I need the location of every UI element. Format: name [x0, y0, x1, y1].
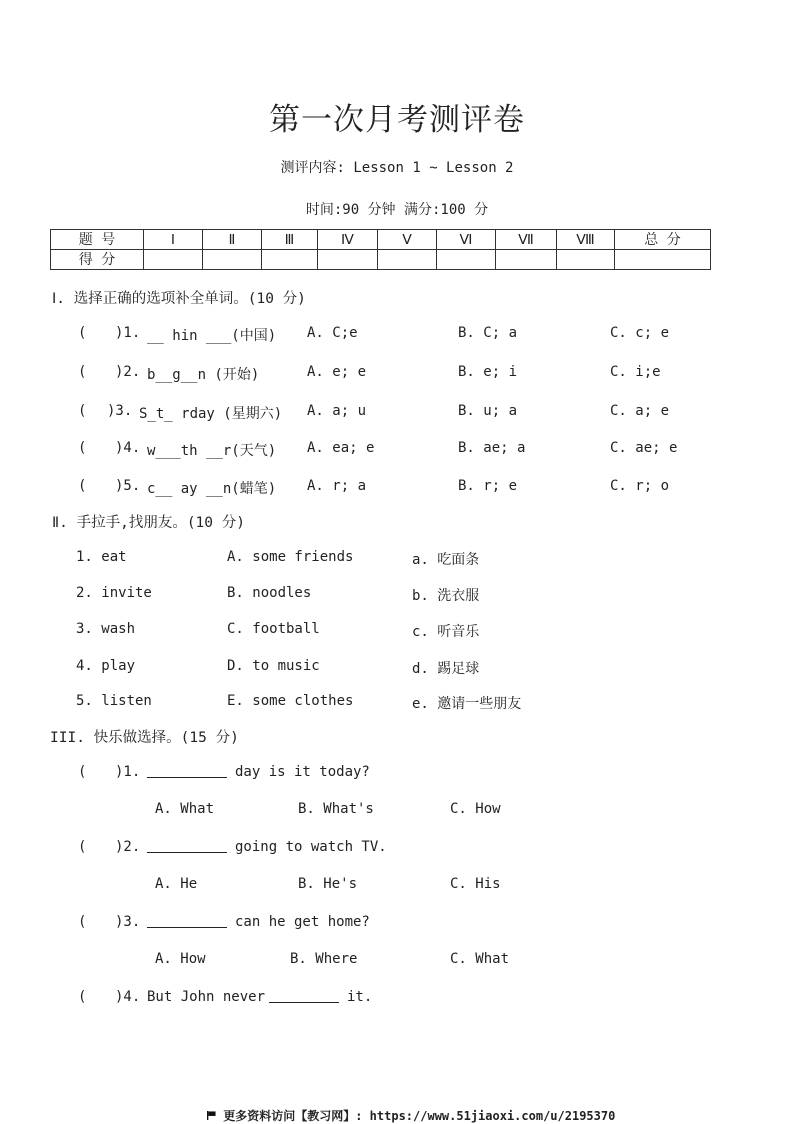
question-text-before: But John never [147, 989, 266, 1005]
test-scope: 测评内容: Lesson 1 ~ Lesson 2 [280, 160, 514, 176]
word-puzzle: c__ ay __n(蜡笔) [147, 481, 277, 497]
option-b[interactable]: B. u; a [458, 403, 518, 419]
score-cell[interactable] [437, 250, 496, 270]
score-cell[interactable] [144, 250, 203, 270]
answer-blank[interactable] [147, 840, 227, 853]
question-number: )3. [107, 403, 133, 419]
option-c[interactable]: C. What [450, 951, 510, 967]
option-c[interactable]: C. a; e [610, 403, 670, 419]
answer-blank[interactable] [147, 915, 227, 928]
word-puzzle: w___th __r(天气) [147, 443, 277, 459]
match-word[interactable]: 3. wash [76, 621, 136, 637]
score-cell[interactable] [496, 250, 557, 270]
score-row-label: 得 分 [51, 250, 144, 270]
score-header-cell: Ⅳ [318, 230, 378, 250]
match-phrase[interactable]: B. noodles [227, 585, 312, 601]
option-a[interactable]: A. He [155, 876, 198, 892]
match-word[interactable]: 1. eat [76, 549, 127, 565]
score-cell[interactable] [262, 250, 318, 270]
answer-blank[interactable] [147, 765, 227, 778]
word-puzzle: S_t_ rday (星期六) [139, 406, 283, 422]
answer-paren[interactable]: ( [78, 989, 87, 1005]
option-c[interactable]: C. How [450, 801, 501, 817]
score-header-cell: 题 号 [51, 230, 144, 250]
time-info: 时间:90 分钟 满分:100 分 [305, 202, 489, 218]
footer-link[interactable] [207, 1107, 615, 1124]
match-phrase[interactable]: C. football [227, 621, 320, 637]
score-table-score-row [51, 250, 711, 270]
match-chinese[interactable]: d. 踢足球 [412, 661, 480, 677]
score-cell[interactable] [557, 250, 615, 270]
question-number: )3. [115, 914, 141, 930]
question-number: )4. [115, 440, 141, 456]
score-cell[interactable] [615, 250, 711, 270]
score-header-cell: Ⅲ [262, 230, 318, 250]
option-a[interactable]: A. e; e [307, 364, 367, 380]
option-b[interactable]: B. What's [298, 801, 374, 817]
option-a[interactable]: A. What [155, 801, 215, 817]
match-phrase[interactable]: D. to music [227, 658, 320, 674]
page-title: 第一次月考测评卷 [269, 102, 525, 138]
match-chinese[interactable]: e. 邀请一些朋友 [412, 696, 522, 712]
score-header-cell: Ⅵ [437, 230, 496, 250]
question-text: day is it today? [235, 764, 370, 780]
word-puzzle: __ hin ___(中国) [147, 328, 277, 344]
answer-paren[interactable]: ( [78, 839, 87, 855]
option-c[interactable]: C. r; o [610, 478, 670, 494]
option-b[interactable]: B. r; e [458, 478, 518, 494]
score-cell[interactable] [203, 250, 262, 270]
question-text: going to watch TV. [235, 839, 387, 855]
answer-blank[interactable] [269, 990, 339, 1003]
question-number: )1. [115, 764, 141, 780]
question-text: it. [347, 989, 373, 1005]
word-puzzle: b__g__n (开始) [147, 367, 260, 383]
option-a[interactable]: A. a; u [307, 403, 367, 419]
answer-paren[interactable]: ( [78, 325, 87, 341]
section-1-heading: Ⅰ. 选择正确的选项补全单词。(10 分) [52, 291, 306, 307]
answer-paren[interactable]: ( [78, 764, 87, 780]
score-header-cell: Ⅶ [496, 230, 557, 250]
question-text: can he get home? [235, 914, 370, 930]
option-c[interactable]: C. c; e [610, 325, 670, 341]
option-b[interactable]: B. Where [290, 951, 358, 967]
option-b[interactable]: B. e; i [458, 364, 518, 380]
option-a[interactable]: A. ea; e [307, 440, 375, 456]
score-header-cell: Ⅷ [557, 230, 615, 250]
match-word[interactable]: 5. listen [76, 693, 152, 709]
match-phrase[interactable]: A. some friends [227, 549, 354, 565]
option-b[interactable]: B. ae; a [458, 440, 526, 456]
section-3-heading: III. 快乐做选择。(15 分) [50, 730, 239, 746]
score-table-header-row [51, 230, 711, 250]
option-c[interactable]: C. i;e [610, 364, 661, 380]
flag-icon [207, 1111, 216, 1120]
option-a[interactable]: A. How [155, 951, 206, 967]
option-b[interactable]: B. C; a [458, 325, 518, 341]
answer-paren[interactable]: ( [78, 478, 87, 494]
question-number: )4. [115, 989, 141, 1005]
answer-paren[interactable]: ( [78, 914, 87, 930]
answer-paren[interactable]: ( [78, 440, 87, 456]
score-header-cell: 总 分 [615, 230, 711, 250]
question-number: )2. [115, 839, 141, 855]
match-word[interactable]: 4. play [76, 658, 136, 674]
match-chinese[interactable]: a. 吃面条 [412, 552, 480, 568]
question-number: )1. [115, 325, 141, 341]
match-chinese[interactable]: b. 洗衣服 [412, 588, 480, 604]
answer-paren[interactable]: ( [78, 364, 87, 380]
match-word[interactable]: 2. invite [76, 585, 152, 601]
score-cell[interactable] [378, 250, 437, 270]
score-header-cell: Ⅰ [144, 230, 203, 250]
option-b[interactable]: B. He's [298, 876, 358, 892]
option-a[interactable]: A. r; a [307, 478, 367, 494]
score-header-cell: Ⅱ [203, 230, 262, 250]
option-c[interactable]: C. His [450, 876, 501, 892]
match-chinese[interactable]: c. 听音乐 [412, 624, 480, 640]
score-cell[interactable] [318, 250, 378, 270]
question-number: )2. [115, 364, 141, 380]
section-2-heading: Ⅱ. 手拉手,找朋友。(10 分) [52, 515, 245, 531]
option-c[interactable]: C. ae; e [610, 440, 678, 456]
footer-text: 更多资料访问【教习网】: https://www.51jiaoxi.com/u/2195370 [223, 1109, 616, 1123]
question-number: )5. [115, 478, 141, 494]
option-a[interactable]: A. C;e [307, 325, 358, 341]
answer-paren[interactable]: ( [78, 403, 87, 419]
score-table [50, 229, 711, 270]
score-header-cell: Ⅴ [378, 230, 437, 250]
match-phrase[interactable]: E. some clothes [227, 693, 354, 709]
